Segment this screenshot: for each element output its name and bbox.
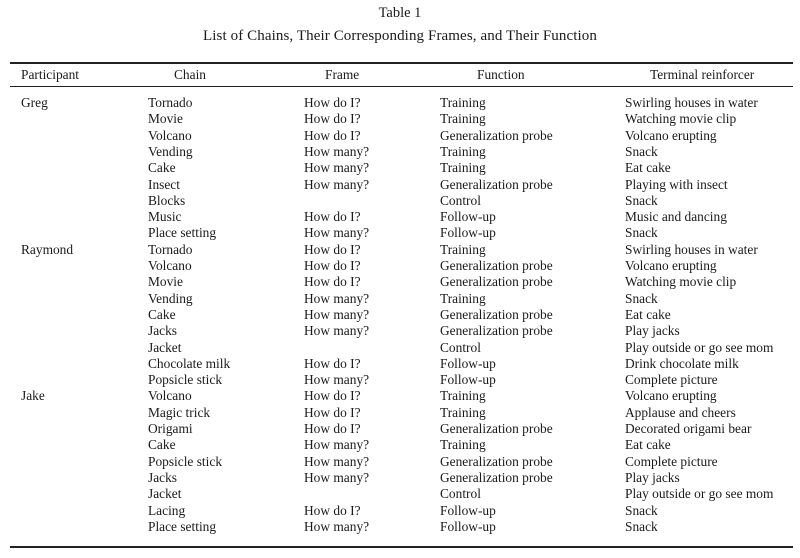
cell-chain: Popsicle stick (148, 372, 223, 388)
cell-terminal-reinforcer: Eat cake (625, 306, 671, 322)
table-header-rule (10, 86, 793, 87)
table-row (0, 470, 800, 486)
cell-chain: Jacks (148, 323, 178, 339)
table-row (0, 258, 800, 274)
cell-function: Training (440, 290, 486, 306)
cell-function: Training (440, 95, 486, 110)
cell-function: Generalization probe (440, 176, 553, 192)
cell-terminal-reinforcer: Volcano erupting (625, 388, 717, 404)
header-chain: Chain (174, 67, 206, 82)
header-participant: Participant (21, 67, 80, 82)
cell-frame: How many? (304, 469, 370, 485)
cell-function: Training (440, 241, 486, 257)
cell-function: Training (440, 111, 486, 127)
cell-chain: Cake (148, 306, 176, 322)
cell-terminal-reinforcer: Drink chocolate milk (625, 355, 739, 371)
table-row (0, 128, 800, 144)
cell-frame: How many? (304, 518, 370, 534)
cell-chain: Lacing (148, 502, 186, 518)
cell-terminal-reinforcer: Play jacks (625, 323, 680, 339)
cell-terminal-reinforcer: Eat cake (625, 160, 671, 176)
cell-terminal-reinforcer: Snack (625, 143, 658, 159)
cell-terminal-reinforcer: Decorated origami bear (625, 421, 752, 436)
cell-chain: Jacket (148, 486, 182, 502)
cell-chain: Magic trick (148, 404, 211, 420)
cell-frame: How many? (304, 290, 370, 306)
cell-frame: How do I? (304, 209, 361, 225)
cell-chain: Place setting (148, 518, 217, 534)
cell-frame: How many? (304, 160, 370, 176)
cell-terminal-reinforcer: Complete picture (625, 453, 718, 469)
cell-chain: Music (148, 209, 182, 225)
table-row (0, 405, 800, 421)
table-row (0, 144, 800, 160)
table-row (0, 323, 800, 339)
cell-chain: Cake (148, 160, 176, 176)
cell-function: Training (440, 404, 486, 420)
cell-frame: How many? (304, 323, 370, 339)
header-function: Function (477, 67, 525, 82)
cell-terminal-reinforcer: Volcano erupting (625, 258, 717, 273)
cell-chain: Jacket (148, 339, 182, 355)
cell-function: Generalization probe (440, 306, 553, 322)
cell-chain: Movie (148, 274, 183, 290)
cell-terminal-reinforcer: Play jacks (625, 469, 680, 485)
cell-function: Generalization probe (440, 274, 553, 290)
header-terminal-reinforcer: Terminal reinforcer (650, 67, 755, 82)
cell-participant: Jake (21, 388, 45, 404)
cell-frame: How do I? (304, 127, 361, 143)
cell-function: Control (440, 192, 481, 208)
cell-frame: How many? (304, 143, 370, 159)
cell-terminal-reinforcer: Snack (625, 518, 658, 534)
cell-function: Follow-up (440, 518, 496, 534)
cell-terminal-reinforcer: Eat cake (625, 437, 671, 453)
table-row (0, 95, 800, 111)
table-body (0, 95, 800, 545)
cell-terminal-reinforcer: Playing with insect (625, 176, 728, 192)
cell-terminal-reinforcer: Swirling houses in water (625, 241, 758, 257)
table-row (0, 307, 800, 323)
table-row (0, 437, 800, 453)
table-row (0, 454, 800, 470)
cell-terminal-reinforcer: Snack (625, 290, 658, 306)
cell-chain: Volcano (148, 388, 192, 404)
cell-frame: How do I? (304, 111, 361, 127)
cell-chain: Chocolate milk (148, 355, 231, 371)
table-row (0, 340, 800, 356)
table-row (0, 242, 800, 258)
cell-frame: How many? (304, 453, 370, 469)
table-row (0, 291, 800, 307)
cell-frame: How many? (304, 372, 370, 388)
cell-frame: How do I? (304, 404, 361, 420)
table-row (0, 193, 800, 209)
cell-participant: Raymond (21, 241, 74, 257)
table-row (0, 356, 800, 372)
table-row (0, 225, 800, 241)
cell-function: Control (440, 339, 481, 355)
cell-function: Training (440, 143, 486, 159)
cell-frame: How do I? (304, 355, 361, 371)
cell-frame: How do I? (304, 388, 361, 404)
table-row (0, 519, 800, 535)
cell-function: Generalization probe (440, 469, 553, 485)
table-row (0, 177, 800, 193)
cell-participant: Greg (21, 95, 48, 110)
table-row (0, 421, 800, 437)
table-row (0, 160, 800, 176)
cell-chain: Tornado (148, 95, 193, 110)
table-top-rule (10, 62, 793, 64)
table-row (0, 274, 800, 290)
cell-function: Follow-up (440, 225, 496, 241)
cell-chain: Blocks (148, 192, 186, 208)
cell-frame: How do I? (304, 421, 361, 436)
cell-function: Generalization probe (440, 421, 553, 436)
cell-chain: Insect (148, 176, 180, 192)
cell-chain: Movie (148, 111, 183, 127)
cell-frame: How do I? (304, 95, 361, 110)
cell-frame: How do I? (304, 241, 361, 257)
cell-frame: How many? (304, 306, 370, 322)
cell-chain: Origami (148, 421, 193, 436)
cell-function: Control (440, 486, 481, 502)
cell-function: Follow-up (440, 372, 496, 388)
cell-chain: Vending (148, 143, 193, 159)
cell-terminal-reinforcer: Play outside or go see mom (625, 486, 774, 502)
cell-terminal-reinforcer: Complete picture (625, 372, 718, 388)
cell-function: Training (440, 160, 486, 176)
table-header-row (0, 66, 800, 84)
cell-terminal-reinforcer: Snack (625, 502, 658, 518)
cell-function: Follow-up (440, 502, 496, 518)
cell-terminal-reinforcer: Watching movie clip (625, 274, 737, 290)
table-bottom-rule (10, 546, 793, 548)
cell-chain: Place setting (148, 225, 217, 241)
cell-chain: Vending (148, 290, 193, 306)
cell-terminal-reinforcer: Snack (625, 225, 658, 241)
cell-frame: How do I? (304, 258, 361, 273)
cell-function: Training (440, 437, 486, 453)
cell-function: Generalization probe (440, 127, 553, 143)
cell-chain: Tornado (148, 241, 193, 257)
cell-function: Generalization probe (440, 323, 553, 339)
cell-chain: Cake (148, 437, 176, 453)
cell-terminal-reinforcer: Snack (625, 192, 658, 208)
cell-function: Generalization probe (440, 453, 553, 469)
header-frame: Frame (325, 67, 360, 82)
cell-terminal-reinforcer: Applause and cheers (625, 404, 736, 420)
table-row (0, 209, 800, 225)
cell-function: Generalization probe (440, 258, 553, 273)
cell-terminal-reinforcer: Volcano erupting (625, 127, 717, 143)
table-row (0, 388, 800, 404)
table-row (0, 111, 800, 127)
cell-function: Follow-up (440, 355, 496, 371)
table-row (0, 372, 800, 388)
cell-frame: How do I? (304, 502, 361, 518)
cell-terminal-reinforcer: Watching movie clip (625, 111, 737, 127)
cell-terminal-reinforcer: Swirling houses in water (625, 95, 758, 110)
table-number: Table 1 (378, 5, 422, 21)
cell-function: Follow-up (440, 209, 496, 225)
table-row (0, 486, 800, 502)
table-caption: List of Chains, Their Corresponding Frames, and Their Function (203, 28, 597, 44)
cell-chain: Jacks (148, 469, 178, 485)
cell-function: Training (440, 388, 486, 404)
cell-frame: How do I? (304, 274, 361, 290)
cell-terminal-reinforcer: Play outside or go see mom (625, 339, 774, 355)
cell-frame: How many? (304, 176, 370, 192)
cell-frame: How many? (304, 225, 370, 241)
cell-terminal-reinforcer: Music and dancing (625, 209, 727, 225)
cell-chain: Popsicle stick (148, 453, 223, 469)
cell-chain: Volcano (148, 258, 192, 273)
cell-chain: Volcano (148, 127, 192, 143)
cell-frame: How many? (304, 437, 370, 453)
table-row (0, 503, 800, 519)
